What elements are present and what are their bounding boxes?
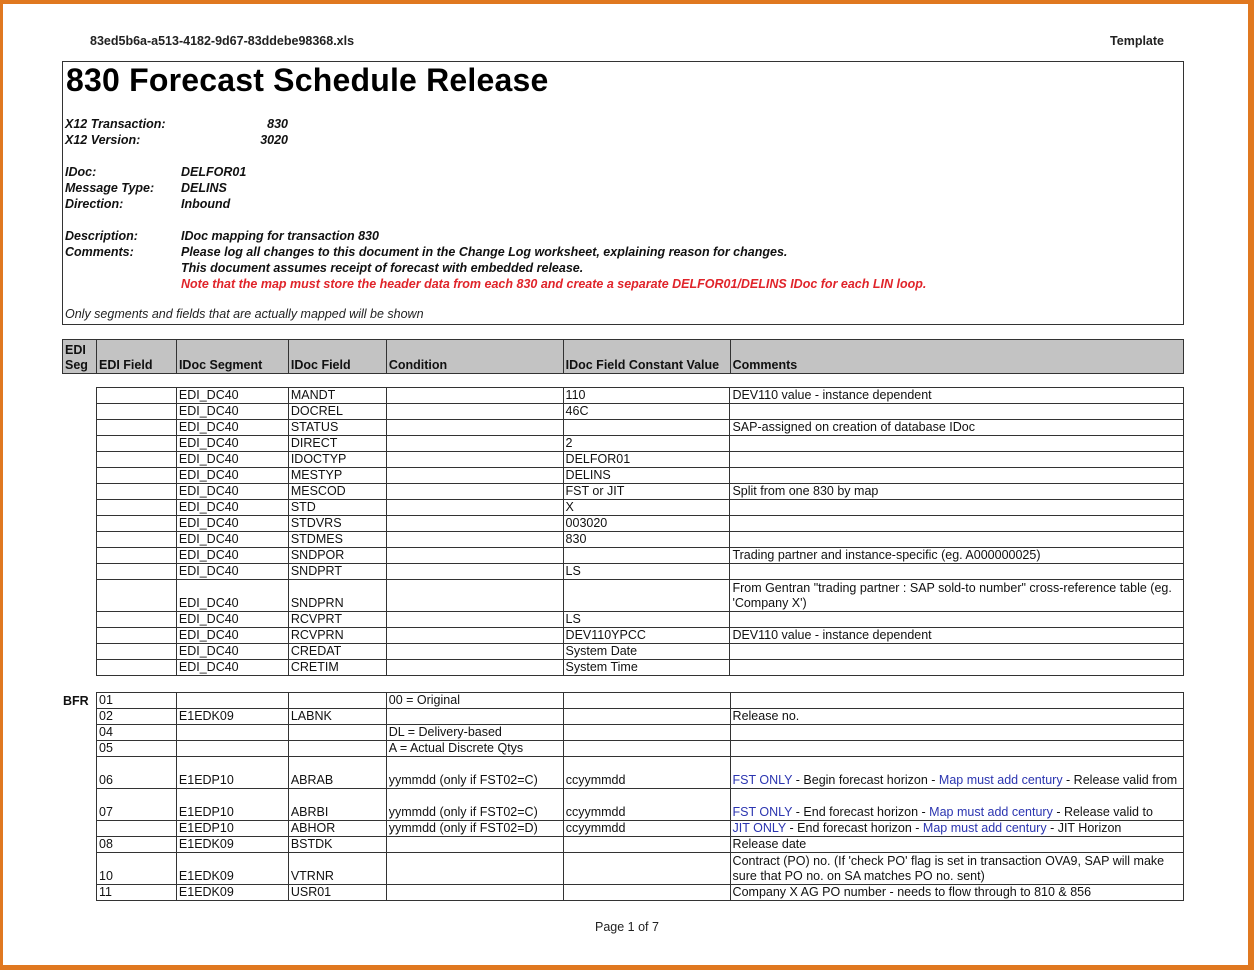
- segment-label-bfr: BFR: [63, 694, 89, 708]
- cell-condition: [386, 837, 563, 853]
- comment-century-note: Map must add century: [938, 773, 1063, 787]
- table-row: [97, 532, 1184, 548]
- cell-idoc-segment: EDI_DC40: [176, 516, 288, 532]
- page-number: Page 1 of 7: [595, 920, 659, 934]
- cell-constant-value: [563, 548, 730, 564]
- cell-comments: [730, 468, 1184, 484]
- x12-version-value: 3020: [260, 133, 288, 147]
- table-row: [97, 885, 1184, 901]
- table-row: [97, 821, 1184, 837]
- cell-constant-value: FST or JIT: [563, 484, 730, 500]
- cell-idoc-segment: EDI_DC40: [176, 388, 288, 404]
- cell-idoc-segment: EDI_DC40: [176, 420, 288, 436]
- cell-idoc-segment: EDI_DC40: [176, 468, 288, 484]
- cell-constant-value: [563, 853, 730, 885]
- cell-idoc-segment: EDI_DC40: [176, 404, 288, 420]
- cell-condition: [386, 580, 563, 612]
- cell-idoc-segment: EDI_DC40: [176, 500, 288, 516]
- cell-edi-field: 11: [97, 885, 177, 901]
- cell-condition: [386, 468, 563, 484]
- cell-condition: [386, 644, 563, 660]
- cell-edi-field: [97, 388, 177, 404]
- cell-idoc-field: DIRECT: [288, 436, 386, 452]
- cell-idoc-segment: E1EDK09: [176, 853, 288, 885]
- cell-constant-value: [563, 709, 730, 725]
- table-row: [97, 484, 1184, 500]
- cell-condition: [386, 404, 563, 420]
- table-row: [97, 388, 1184, 404]
- cell-idoc-segment: EDI_DC40: [176, 548, 288, 564]
- x12-info: [65, 116, 325, 150]
- cell-comments: [730, 532, 1184, 548]
- cell-condition: [386, 660, 563, 676]
- comment-text: - End forecast horizon -: [792, 805, 930, 819]
- cell-comments: [730, 757, 1183, 789]
- cell-comments: [730, 452, 1184, 468]
- table-row: [97, 404, 1184, 420]
- cell-condition: A = Actual Discrete Qtys: [386, 741, 563, 757]
- cell-idoc-segment: E1EDK09: [176, 837, 288, 853]
- table-row: [97, 452, 1184, 468]
- cell-constant-value: LS: [563, 564, 730, 580]
- message-type-value: DELINS: [181, 181, 227, 195]
- document-header-box: [62, 61, 1184, 325]
- page-title: 830 Forecast Schedule Release: [66, 62, 549, 98]
- table-row: [97, 709, 1184, 725]
- comment-scope-tag: FST ONLY: [732, 805, 793, 819]
- cell-condition: [386, 709, 563, 725]
- cell-condition: [386, 452, 563, 468]
- cell-constant-value: 830: [563, 532, 730, 548]
- comment-century-note: Map must add century: [929, 805, 1053, 819]
- col-comments: Comments: [730, 340, 1183, 374]
- cell-edi-field: [97, 548, 177, 564]
- cell-idoc-field: RCVPRN: [288, 628, 386, 644]
- direction-label: Direction:: [65, 197, 124, 211]
- control-record-table: [96, 387, 1184, 676]
- file-name: 83ed5b6a-a513-4182-9d67-83ddebe98368.xls: [90, 34, 355, 48]
- cell-constant-value: DEV110YPCC: [563, 628, 730, 644]
- cell-comments: [730, 404, 1184, 420]
- cell-comments: Release no.: [730, 709, 1183, 725]
- cell-comments: DEV110 value - instance dependent: [730, 388, 1184, 404]
- cell-idoc-segment: E1EDP10: [176, 757, 288, 789]
- cell-constant-value: [563, 693, 730, 709]
- cell-idoc-field: [288, 693, 386, 709]
- cell-comments: [730, 500, 1184, 516]
- description-label: Description:: [65, 229, 138, 243]
- cell-comments: [730, 741, 1183, 757]
- cell-constant-value: LS: [563, 612, 730, 628]
- cell-constant-value: [563, 885, 730, 901]
- cell-comments: [730, 436, 1184, 452]
- cell-edi-field: [97, 580, 177, 612]
- cell-constant-value: [563, 725, 730, 741]
- cell-constant-value: DELINS: [563, 468, 730, 484]
- col-constant-value: IDoc Field Constant Value: [563, 340, 730, 374]
- cell-comments: Split from one 830 by map: [730, 484, 1184, 500]
- cell-edi-field: [97, 612, 177, 628]
- comments-line-1: Please log all changes to this document in the Change Log worksheet, explaining reason for changes.: [181, 245, 788, 259]
- cell-comments: SAP-assigned on creation of database IDoc: [730, 420, 1184, 436]
- table-row: [97, 660, 1184, 676]
- cell-comments: From Gentran "trading partner : SAP sold-to number" cross-reference table (eg. 'Company X'): [730, 580, 1184, 612]
- cell-idoc-segment: [176, 741, 288, 757]
- cell-comments: [730, 516, 1184, 532]
- cell-condition: [386, 853, 563, 885]
- comments-label: Comments:: [65, 245, 134, 259]
- cell-idoc-field: MANDT: [288, 388, 386, 404]
- cell-idoc-field: [288, 741, 386, 757]
- cell-comments: Contract (PO) no. (If 'check PO' flag is set in transaction OVA9, SAP will make sure that PO no. on SA matches PO no. sent): [730, 853, 1183, 885]
- cell-condition: [386, 436, 563, 452]
- cell-idoc-field: DOCREL: [288, 404, 386, 420]
- cell-idoc-segment: EDI_DC40: [176, 452, 288, 468]
- table-row: [97, 789, 1184, 821]
- cell-constant-value: System Time: [563, 660, 730, 676]
- cell-idoc-segment: [176, 725, 288, 741]
- cell-constant-value: 003020: [563, 516, 730, 532]
- cell-comments: [730, 564, 1184, 580]
- cell-idoc-field: RCVPRT: [288, 612, 386, 628]
- cell-condition: [386, 612, 563, 628]
- cell-idoc-field: ABRBI: [288, 789, 386, 821]
- cell-idoc-segment: EDI_DC40: [176, 612, 288, 628]
- cell-idoc-segment: EDI_DC40: [176, 644, 288, 660]
- cell-edi-field: 02: [97, 709, 177, 725]
- cell-constant-value: ccyymmdd: [563, 789, 730, 821]
- cell-idoc-field: USR01: [288, 885, 386, 901]
- cell-idoc-segment: EDI_DC40: [176, 436, 288, 452]
- comment-text: - End forecast horizon -: [786, 821, 923, 835]
- cell-comments: [730, 612, 1184, 628]
- cell-condition: yymmdd (only if FST02=C): [386, 757, 563, 789]
- cell-condition: [386, 484, 563, 500]
- cell-idoc-segment: EDI_DC40: [176, 564, 288, 580]
- cell-edi-field: [97, 468, 177, 484]
- cell-idoc-field: ABHOR: [288, 821, 386, 837]
- x12-version-label: X12 Version:: [65, 133, 141, 147]
- table-row: [97, 612, 1184, 628]
- cell-idoc-field: SNDPOR: [288, 548, 386, 564]
- cell-idoc-field: IDOCTYP: [288, 452, 386, 468]
- cell-comments: DEV110 value - instance dependent: [730, 628, 1184, 644]
- cell-idoc-segment: E1EDK09: [176, 709, 288, 725]
- cell-idoc-segment: EDI_DC40: [176, 580, 288, 612]
- cell-edi-field: [97, 420, 177, 436]
- cell-edi-field: [97, 452, 177, 468]
- header-right-label: Template: [1110, 34, 1164, 48]
- col-idoc-field: IDoc Field: [288, 340, 386, 374]
- table-row: [97, 725, 1184, 741]
- cell-condition: [386, 516, 563, 532]
- cell-condition: [386, 885, 563, 901]
- cell-condition: yymmdd (only if FST02=C): [386, 789, 563, 821]
- description-value: IDoc mapping for transaction 830: [181, 229, 379, 243]
- x12-transaction-value: 830: [267, 117, 288, 131]
- cell-constant-value: [563, 741, 730, 757]
- table-row: [97, 420, 1184, 436]
- cell-edi-field: [97, 436, 177, 452]
- cell-constant-value: [563, 420, 730, 436]
- cell-idoc-segment: E1EDK09: [176, 885, 288, 901]
- cell-comments: [730, 821, 1183, 837]
- cell-condition: [386, 388, 563, 404]
- cell-condition: 00 = Original: [386, 693, 563, 709]
- cell-constant-value: System Date: [563, 644, 730, 660]
- table-row: [97, 837, 1184, 853]
- table-row: [97, 500, 1184, 516]
- cell-idoc-field: MESTYP: [288, 468, 386, 484]
- cell-edi-field: [97, 516, 177, 532]
- cell-constant-value: 110: [563, 388, 730, 404]
- idoc-label: IDoc:: [65, 165, 97, 179]
- cell-edi-field: [97, 500, 177, 516]
- idoc-value: DELFOR01: [181, 165, 247, 179]
- col-condition: Condition: [386, 340, 563, 374]
- cell-idoc-segment: EDI_DC40: [176, 660, 288, 676]
- cell-edi-field: 10: [97, 853, 177, 885]
- table-row: [97, 693, 1184, 709]
- cell-condition: DL = Delivery-based: [386, 725, 563, 741]
- cell-edi-field: 05: [97, 741, 177, 757]
- comments-line-2: This document assumes receipt of forecast with embedded release.: [181, 261, 584, 275]
- cell-constant-value: DELFOR01: [563, 452, 730, 468]
- cell-comments: [730, 660, 1184, 676]
- cell-comments: [730, 693, 1183, 709]
- cell-edi-field: [97, 564, 177, 580]
- column-header-table: [62, 339, 1184, 374]
- cell-comments: [730, 644, 1184, 660]
- table-row: [97, 564, 1184, 580]
- comment-century-note: Map must add century: [922, 821, 1047, 835]
- cell-idoc-segment: EDI_DC40: [176, 532, 288, 548]
- cell-constant-value: ccyymmdd: [563, 821, 730, 837]
- cell-condition: yymmdd (only if FST02=D): [386, 821, 563, 837]
- cell-condition: [386, 500, 563, 516]
- cell-constant-value: 2: [563, 436, 730, 452]
- table-row: [97, 580, 1184, 612]
- cell-idoc-segment: E1EDP10: [176, 789, 288, 821]
- cell-condition: [386, 564, 563, 580]
- cell-edi-field: 01: [97, 693, 177, 709]
- cell-edi-field: [97, 644, 177, 660]
- table-row: [97, 468, 1184, 484]
- col-idoc-segment: IDoc Segment: [176, 340, 288, 374]
- cell-edi-field: 04: [97, 725, 177, 741]
- table-row: [97, 644, 1184, 660]
- bfr-segment-table: [96, 692, 1184, 901]
- cell-comments: Company X AG PO number - needs to flow through to 810 & 856: [730, 885, 1183, 901]
- cell-idoc-field: ABRAB: [288, 757, 386, 789]
- cell-idoc-field: CRETIM: [288, 660, 386, 676]
- cell-idoc-field: [288, 725, 386, 741]
- comment-text: - Release valid from: [1062, 773, 1178, 787]
- cell-idoc-field: STDVRS: [288, 516, 386, 532]
- comment-text: - JIT Horizon: [1046, 821, 1122, 835]
- cell-idoc-field: LABNK: [288, 709, 386, 725]
- comment-scope-tag: JIT ONLY: [732, 821, 787, 835]
- table-row: [97, 757, 1184, 789]
- cell-condition: [386, 548, 563, 564]
- table-row: [97, 548, 1184, 564]
- cell-idoc-segment: EDI_DC40: [176, 484, 288, 500]
- cell-constant-value: ccyymmdd: [563, 757, 730, 789]
- cell-condition: [386, 628, 563, 644]
- cell-idoc-field: SNDPRN: [288, 580, 386, 612]
- cell-comments: Trading partner and instance-specific (eg. A000000025): [730, 548, 1184, 564]
- cell-constant-value: [563, 837, 730, 853]
- cell-comments: Release date: [730, 837, 1183, 853]
- cell-edi-field: 08: [97, 837, 177, 853]
- cell-idoc-field: STATUS: [288, 420, 386, 436]
- x12-transaction-label: X12 Transaction:: [65, 117, 166, 131]
- table-row: [97, 516, 1184, 532]
- cell-idoc-field: VTRNR: [288, 853, 386, 885]
- table-row: [97, 628, 1184, 644]
- col-edi-field: EDI Field: [96, 340, 176, 374]
- cell-condition: [386, 532, 563, 548]
- cell-idoc-field: STD: [288, 500, 386, 516]
- cell-comments: [730, 725, 1183, 741]
- mapping-footnote: Only segments and fields that are actually mapped will be shown: [65, 307, 424, 321]
- cell-edi-field: [97, 484, 177, 500]
- cell-idoc-field: STDMES: [288, 532, 386, 548]
- comment-text: - Begin forecast horizon -: [792, 773, 939, 787]
- cell-idoc-segment: E1EDP10: [176, 821, 288, 837]
- cell-idoc-segment: [176, 693, 288, 709]
- cell-edi-field: [97, 532, 177, 548]
- cell-constant-value: [563, 580, 730, 612]
- direction-value: Inbound: [181, 197, 231, 211]
- table-row: [97, 741, 1184, 757]
- cell-idoc-field: BSTDK: [288, 837, 386, 853]
- cell-idoc-segment: EDI_DC40: [176, 628, 288, 644]
- table-row: [97, 853, 1184, 885]
- table-row: [97, 436, 1184, 452]
- cell-constant-value: 46C: [563, 404, 730, 420]
- cell-condition: [386, 420, 563, 436]
- cell-comments: [730, 789, 1183, 821]
- cell-idoc-field: CREDAT: [288, 644, 386, 660]
- comment-text: - Release valid to: [1052, 805, 1153, 819]
- cell-edi-field: [97, 821, 177, 837]
- cell-edi-field: [97, 404, 177, 420]
- message-type-label: Message Type:: [65, 181, 155, 195]
- description-info: [65, 228, 1165, 294]
- cell-idoc-field: SNDPRT: [288, 564, 386, 580]
- cell-idoc-field: MESCOD: [288, 484, 386, 500]
- cell-edi-field: [97, 628, 177, 644]
- comment-scope-tag: FST ONLY: [732, 773, 793, 787]
- cell-edi-field: 06: [97, 757, 177, 789]
- cell-edi-field: [97, 660, 177, 676]
- cell-edi-field: 07: [97, 789, 177, 821]
- comments-line-3-note: Note that the map must store the header data from each 830 and create a separate DELFOR01/DELINS IDoc for each LIN loop.: [181, 277, 927, 291]
- idoc-info: [65, 164, 465, 214]
- col-edi-seg: EDI Seg: [63, 340, 97, 374]
- cell-constant-value: X: [563, 500, 730, 516]
